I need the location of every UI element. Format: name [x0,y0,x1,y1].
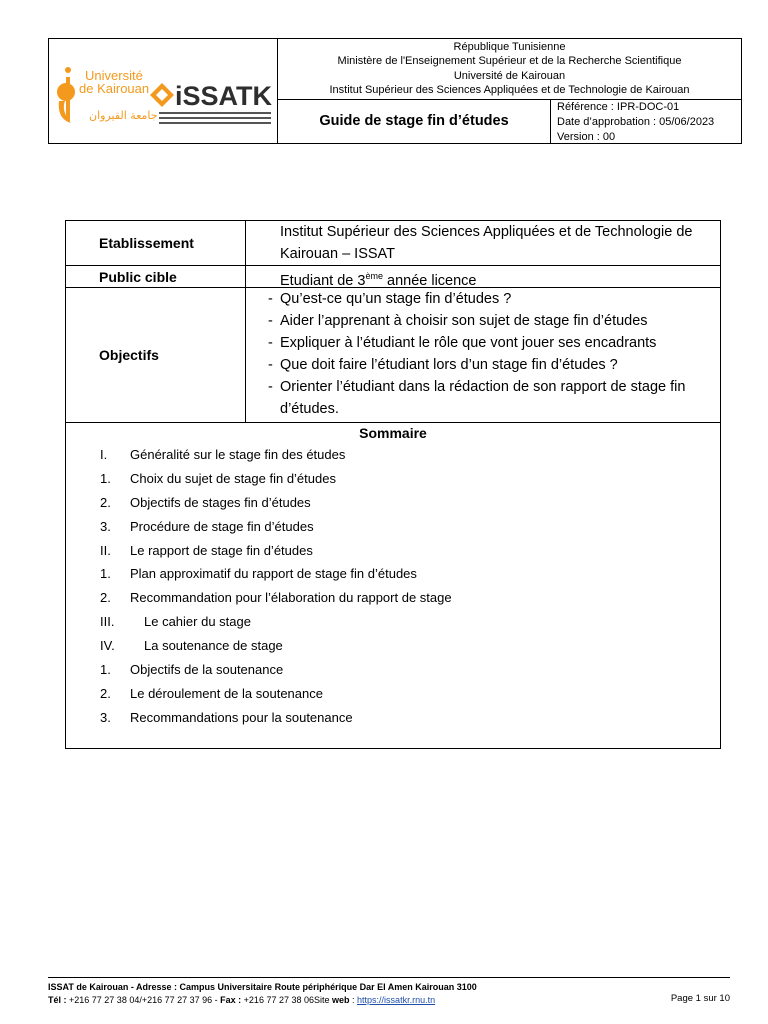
institution-line: République Tunisienne [453,41,566,53]
document-meta [557,99,714,145]
institution-line: Ministère de l'Enseignement Supérieur et de la Recherche Scientifique [337,55,682,68]
toc-text: Objectifs de stages fin d’études [130,494,311,510]
row-etablissement [66,221,720,266]
toc-number: 1. [100,470,111,486]
toc-text: Le rapport de stage fin d’études [130,542,313,558]
objectif-item: - Expliquer à l’étudiant le rôle que vont jouer ses encadrants [247,332,720,354]
toc-number: 2. [100,494,111,510]
web-prefix: Site [314,994,333,1005]
toc-number: 3. [100,518,111,534]
document-header [48,38,742,144]
issatk-logo-text: iSSATK [175,81,273,111]
univ-logo-line1: Université [85,68,143,83]
toc-number: I. [100,447,108,462]
univ-logo-arabic: جامعة القيروان [89,109,158,122]
toc-number: 1. [100,662,111,678]
objectif-item: - Qu’est-ce qu’un stage fin d’études ? [247,288,720,310]
toc-number: II. [100,542,111,558]
row-objectifs [66,288,720,423]
footer-divider [48,977,730,978]
objectifs-list [247,288,720,420]
toc-text: Recommandations pour la soutenance [130,709,353,725]
toc-text: Plan approximatif du rapport de stage fin d’études [130,566,417,582]
univ-logo-line2: de Kairouan [79,81,150,96]
info-table [65,220,721,749]
toc-text: Procédure de stage fin d’études [130,518,314,534]
document-title: Guide de stage fin d’études [278,99,551,143]
objectifs-value [247,288,720,422]
row-public-cible [66,266,720,288]
fax-value: +216 77 27 38 06 [241,994,314,1005]
toc-number: 2. [100,590,111,606]
public-cible-label: Public cible [66,266,246,287]
logo-cell [49,39,278,143]
toc-text: Généralité sur le stage fin des études [130,447,346,462]
tel-value: +216 77 27 38 04/+216 77 27 37 96 - [66,994,221,1005]
web-label-bold: web [332,994,350,1005]
page-number: Page 1 sur 10 [670,993,730,1004]
reference: Référence : IPR-DOC-01 [557,101,680,113]
toc-text: La soutenance de stage [144,638,283,654]
version: Version : 00 [557,131,616,143]
footer-contact [48,994,730,1007]
institution-line: Université de Kairouan [453,69,566,82]
toc-text: Le cahier du stage [144,614,251,630]
fax-label: Fax : [220,994,242,1005]
footer [48,981,730,1006]
public-sup: ème [365,271,383,281]
objectifs-label: Objectifs [66,288,246,422]
toc-number: 2. [100,685,111,701]
sommaire-title: Sommaire [359,425,427,441]
issatk-logo [150,81,273,124]
tel-label: Tél : [48,994,67,1005]
footer-address [48,981,730,994]
toc-number: 1. [100,566,111,582]
objectif-item: - Aider l’apprenant à choisir son sujet de stage fin d’études [247,310,720,332]
public-cible-value [247,266,720,287]
public-text: Etudiant de 3 [280,272,366,289]
institution-lines [278,39,741,100]
toc-number: III. [100,614,115,630]
objectif-item: - Que doit faire l’étudiant lors d’un stage fin d’études ? [247,354,720,376]
university-kairouan-logo [57,67,158,123]
objectif-item: - Orienter l’étudiant dans la rédaction de son rapport de stage fin d’études. [247,376,720,420]
toc-text: Objectifs de la soutenance [130,662,284,678]
web-sep: : [349,994,358,1005]
footer-address-text: ISSAT de Kairouan - Adresse : Campus Universitaire Route périphérique Dar El Amen Kairouan 3100 [48,982,477,992]
logos [49,39,277,143]
toc-number: 3. [100,709,111,725]
toc-text: Choix du sujet de stage fin d’études [130,470,336,486]
toc-number: IV. [100,638,115,654]
institution-line: Institut Supérieur des Sciences Appliquées et de Technologie de Kairouan [329,83,690,96]
public-text: année licence [382,272,477,289]
website-link[interactable]: https://issatkr.rnu.tn [357,994,436,1005]
toc-text: Le déroulement de la soutenance [130,685,323,701]
etablissement-label: Etablissement [66,221,246,265]
approval-date: Date d’approbation : 05/06/2023 [557,116,715,128]
toc-text: Recommandation pour l’élaboration du rapport de stage [130,590,452,606]
etablissement-value: Institut Supérieur des Sciences Appliquées et de Technologie de Kairouan – ISSAT [280,224,693,262]
